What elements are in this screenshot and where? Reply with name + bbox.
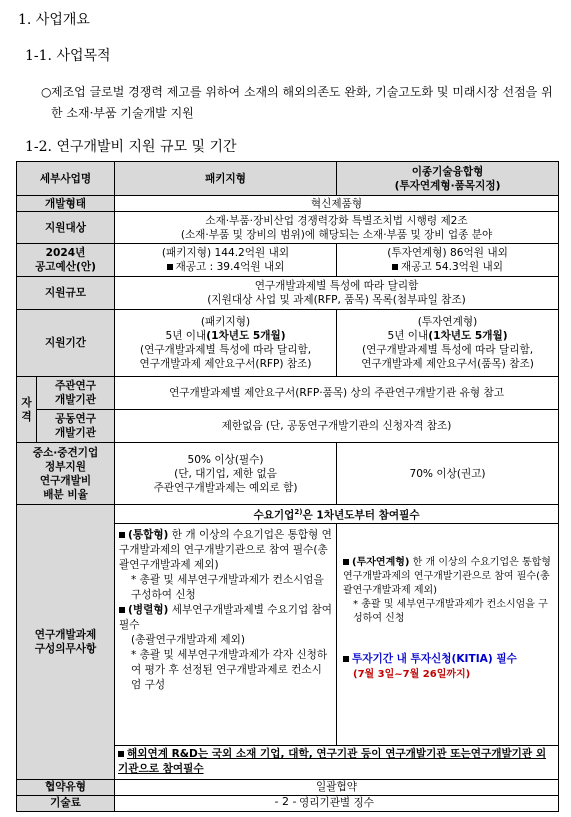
obligation-header-row bbox=[17, 505, 559, 524]
sme-fusion: 70% 이상(권고) bbox=[337, 443, 559, 505]
period-package-years: 5년 이내 bbox=[165, 330, 207, 342]
fusion-investment-note: * 총괄 및 세부연구개발과제가 컨소시엄을 구성하여 신청 bbox=[353, 598, 548, 624]
budget-package-line1: (패키지형) 144.2억원 내외 bbox=[161, 247, 290, 259]
fusion-kitia-item bbox=[343, 652, 552, 667]
demand-company-header bbox=[115, 505, 559, 524]
overseas-note bbox=[115, 745, 559, 779]
scale-line1: 연구개발과제별 특성에 따라 달리함 bbox=[254, 280, 419, 292]
scale-line2: (지원대상 사업 및 과제(RFP, 품목) 목록(첨부파일 참조) bbox=[207, 294, 466, 306]
period-package-l3: (연구개발과제별 특성에 따라 달리함, bbox=[139, 344, 312, 356]
budget-package-line2 bbox=[118, 260, 333, 274]
qualification-lead-row bbox=[17, 377, 559, 410]
period-fusion-l3: (연구개발과제별 특성에 따라 달리함, bbox=[361, 344, 534, 356]
scale-value bbox=[115, 277, 559, 310]
purpose-paragraph bbox=[41, 82, 556, 124]
fusion-investment-head: (투자연계형) bbox=[352, 556, 410, 568]
budget-row bbox=[17, 244, 559, 277]
target-value bbox=[115, 212, 559, 244]
target-label: 지원대상 bbox=[17, 212, 115, 244]
dev-type-value: 혁신제품형 bbox=[115, 196, 559, 212]
package-parallel-sub: (총괄연구개발과제 제외) bbox=[131, 633, 245, 646]
subsection-heading-scale: 1-2. 연구개발비 지원 규모 및 기간 bbox=[25, 139, 237, 155]
period-fusion-years: 5년 이내 bbox=[387, 330, 429, 342]
period-label: 지원기간 bbox=[17, 310, 115, 377]
period-package-first-year: (1차년도 5개월) bbox=[206, 330, 286, 342]
fee-label: 기술료 bbox=[17, 795, 115, 811]
target-line1: 소재·부품·장비산업 경쟁력강화 특별조치법 시행령 제2조 bbox=[205, 214, 468, 227]
demand-header-b: 은 1차년도부터 참여필수 bbox=[302, 509, 420, 522]
budget-label-line2: 공고예산(안) bbox=[35, 261, 96, 273]
fusion-kitia-text: 투자기간 내 투자신청(KITIA) 필수 bbox=[352, 652, 517, 665]
obligation-package bbox=[115, 523, 337, 745]
budget-package bbox=[115, 244, 337, 277]
sme-label bbox=[17, 443, 115, 505]
square-bullet-icon bbox=[343, 559, 349, 565]
sme-label-l1: 중소·중견기업 bbox=[32, 446, 99, 459]
joint-org-value: 제한없음 (단, 공동연구개발기관의 신청자격 참조) bbox=[115, 410, 559, 443]
obligation-label-l2: 구성의무사항 bbox=[34, 642, 97, 655]
qualification-char1: 자 bbox=[21, 396, 32, 409]
lead-org-label-l1: 주관연구 bbox=[55, 380, 96, 392]
fusion-header-line1: 이종기술융합형 bbox=[411, 165, 484, 178]
agreement-value: 일괄협약 bbox=[115, 779, 559, 795]
target-row bbox=[17, 212, 559, 244]
budget-fusion-line2 bbox=[340, 260, 555, 274]
square-bullet-icon bbox=[392, 264, 398, 270]
dev-type-row bbox=[17, 196, 559, 212]
package-parallel-note: * 총괄 및 세부연구개발과제가 각자 신청하여 평가 후 선정된 연구개발과제로 컨소시엄 구성 bbox=[131, 648, 328, 691]
joint-org-label-l1: 공동연구 bbox=[55, 413, 96, 425]
qualification-char2: 격 bbox=[21, 410, 32, 423]
period-fusion-first-year: (1차년도 5개월) bbox=[428, 330, 508, 342]
scale-row bbox=[17, 277, 559, 310]
lead-org-value: 연구개발과제별 제안요구서(RFP·품목) 상의 주관연구개발기관 유형 참고 bbox=[115, 377, 559, 410]
dev-type-label: 개발형태 bbox=[17, 196, 115, 212]
square-bullet-icon bbox=[118, 751, 124, 757]
square-bullet-icon bbox=[167, 264, 173, 270]
fusion-kitia-dates: (7월 3일~7월 26일까지) bbox=[353, 668, 471, 680]
col-header-project: 세부사업명 bbox=[17, 162, 115, 196]
qualification-joint-row bbox=[17, 410, 559, 443]
sme-label-l4: 배분 비율 bbox=[43, 488, 88, 501]
period-fusion-l1: (투자연계형) bbox=[417, 316, 478, 328]
sme-label-l3: 연구개발비 bbox=[39, 474, 92, 487]
package-parallel-head: (병렬형) bbox=[128, 603, 169, 616]
support-table bbox=[16, 161, 559, 812]
section-heading: 1. 사업개요 bbox=[18, 12, 90, 28]
lead-org-label bbox=[37, 377, 115, 410]
demand-header-a: 수요기업 bbox=[253, 509, 295, 522]
budget-fusion bbox=[337, 244, 559, 277]
sme-package bbox=[115, 443, 337, 505]
fusion-header-line2: (투자연계형·품목지정) bbox=[394, 179, 501, 192]
subsection-heading-purpose: 1-1. 사업목적 bbox=[25, 48, 111, 64]
col-header-fusion bbox=[337, 162, 559, 196]
joint-org-label bbox=[37, 410, 115, 443]
package-integrated-note: * 총괄 및 세부연구개발과제가 컨소시엄을 구성하여 신청 bbox=[131, 573, 324, 601]
target-line2: (소재·부품 및 장비의 범위)에 해당되는 소재·부품 및 장비 업종 분야 bbox=[180, 228, 493, 241]
budget-label-line1: 2024년 bbox=[45, 247, 86, 259]
joint-org-label-l2: 개발기관 bbox=[55, 427, 96, 439]
budget-fusion-reannounce: 재공고 54.3억원 내외 bbox=[401, 261, 503, 273]
square-bullet-icon bbox=[343, 656, 349, 662]
square-bullet-icon bbox=[119, 532, 125, 538]
fusion-investment-item bbox=[343, 556, 552, 598]
footnote-marker: 2) bbox=[294, 508, 303, 516]
agreement-label: 협약유형 bbox=[17, 779, 115, 795]
sme-row bbox=[17, 443, 559, 505]
lead-org-label-l2: 개발기관 bbox=[55, 394, 96, 406]
square-bullet-icon bbox=[119, 607, 125, 613]
overseas-text: 해외연계 R&D는 국외 소재 기업, 대학, 연구기관 등이 연구개발기관 또는연구개발기관 외 기관으로 참여필수 bbox=[118, 748, 547, 776]
qualification-group-label bbox=[17, 377, 37, 443]
obligation-label-l1: 연구개발과제 bbox=[34, 628, 97, 641]
period-fusion-l2 bbox=[340, 329, 555, 343]
page-number: - 2 - bbox=[274, 795, 297, 808]
sme-package-l1: 50% 이상(필수) bbox=[187, 453, 264, 466]
period-fusion-l4: 연구개발과제 제안요구서(품목) 참조) bbox=[361, 358, 534, 370]
fee-value: 영리기관별 징수 bbox=[115, 795, 559, 811]
scale-label: 지원규모 bbox=[17, 277, 115, 310]
agreement-row bbox=[17, 779, 559, 795]
header-row bbox=[17, 162, 559, 196]
period-package-l1: (패키지형) bbox=[200, 316, 251, 328]
period-package-l2 bbox=[118, 329, 333, 343]
package-integrated-item bbox=[119, 528, 332, 573]
sme-label-l2: 정부지원 bbox=[45, 460, 86, 473]
period-fusion bbox=[337, 310, 559, 377]
period-row bbox=[17, 310, 559, 377]
obligation-fusion bbox=[337, 523, 559, 745]
package-integrated-text: 한 개 이상의 수요기업은 통합형 연구개발과제의 연구개발기관으로 참여 필수(총괄연구개발과제 제외) bbox=[119, 528, 332, 571]
sme-package-l2: (단, 대기업, 제한 없음 bbox=[174, 467, 277, 480]
circle-bullet-icon: ○ bbox=[41, 85, 52, 99]
budget-package-reannounce: 재공고 : 39.4억원 내외 bbox=[175, 261, 285, 273]
obligation-label bbox=[17, 505, 115, 780]
package-integrated-head: (통합형) bbox=[128, 528, 169, 541]
fusion-investment-text: 한 개 이상의 수요기업은 통합형 연구개발과제의 연구개발기관으로 참여 필수(총괄연구개발과제 제외) bbox=[343, 556, 551, 596]
package-parallel-item bbox=[119, 603, 332, 633]
package-parallel-text: 세부연구개발과제별 수요기업 참여 필수 bbox=[119, 603, 333, 631]
col-header-package: 패키지형 bbox=[115, 162, 337, 196]
purpose-text: 제조업 글로벌 경쟁력 제고를 위하여 소재의 해외의존도 완화, 기술고도화 및 미래시장 선점을 위한 소재·부품 기술개발 지원 bbox=[51, 85, 553, 120]
budget-fusion-line1: (투자연계형) 86억원 내외 bbox=[387, 247, 508, 259]
budget-label bbox=[17, 244, 115, 277]
period-package-l4: 연구개발과제 제안요구서(RFP) 참조) bbox=[139, 358, 312, 370]
period-package bbox=[115, 310, 337, 377]
sme-package-l3: 주관연구개발과제는 예외로 함) bbox=[153, 481, 298, 494]
